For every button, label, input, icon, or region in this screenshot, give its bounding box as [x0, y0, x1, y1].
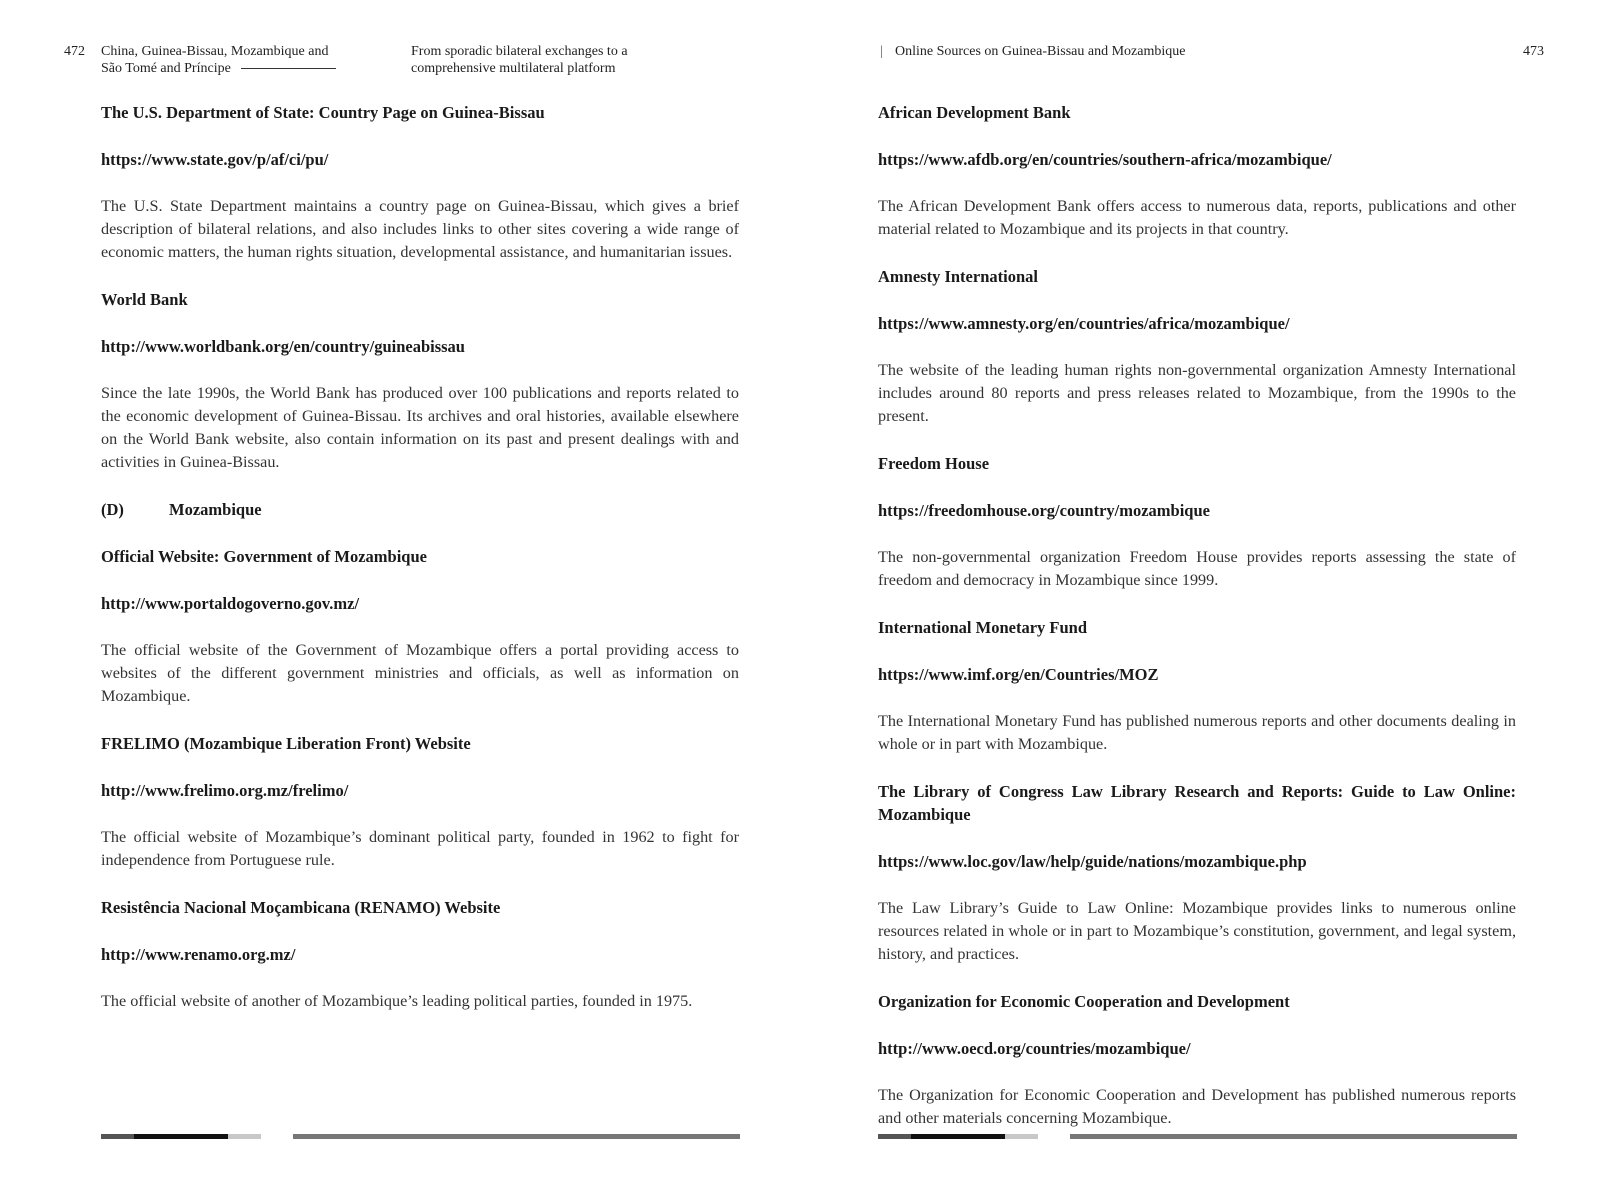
- entry-url[interactable]: http://www.worldbank.org/en/country/guineabissau: [101, 337, 465, 356]
- entry-description: The official website of another of Mozambique’s leading political parties, founded in 1975.: [101, 992, 693, 1010]
- entry-description: The website of the leading human rights non-governmental organization Amnesty International includes around 80 reports and press releases related to Mozambique, from the 1990s to the present.: [878, 361, 1516, 425]
- entry-title: International Monetary Fund: [878, 618, 1088, 637]
- section-heading: [101, 498, 739, 521]
- entry-url[interactable]: https://www.state.gov/p/af/ci/pu/: [101, 150, 329, 169]
- entry-description: The International Monetary Fund has published numerous reports and other documents dealing in whole or in part with Mozambique.: [878, 712, 1516, 753]
- entry-description: The Organization for Economic Cooperation and Development has published numerous reports and other materials concerning Mozambique.: [878, 1086, 1516, 1127]
- entry-title: Organization for Economic Cooperation and Development: [878, 992, 1290, 1011]
- right-page-number: 473: [1523, 44, 1544, 59]
- entry-description: The Law Library’s Guide to Law Online: Mozambique provides links to numerous online resources related in whole or in part to Mozambique’s constitution, government, and legal system, history, and practices.: [878, 899, 1516, 963]
- right-page: [800, 0, 1600, 1200]
- running-header-section: Online Sources on Guinea-Bissau and Mozambique: [895, 44, 1186, 59]
- footer-bar-short: [878, 1134, 1038, 1139]
- entry-title: Freedom House: [878, 454, 990, 473]
- running-header-chapter: [411, 43, 681, 77]
- entry-url[interactable]: https://freedomhouse.org/country/mozambique: [878, 501, 1210, 520]
- entry-title: Resistência Nacional Moçambicana (RENAMO) Website: [101, 898, 501, 917]
- section-letter: (D): [101, 500, 124, 519]
- entry-description: The official website of the Government of Mozambique offers a portal providing access to websites of the different government ministries and officials, as well as information on Mozambique.: [101, 641, 739, 705]
- chapter-line-2: comprehensive multilateral platform: [411, 61, 616, 76]
- entry-url[interactable]: http://www.portaldogoverno.gov.mz/: [101, 594, 360, 613]
- footer-bar-short: [101, 1134, 261, 1139]
- entry-title: The U.S. Department of State: Country Page on Guinea-Bissau: [101, 103, 545, 122]
- header-rule: [241, 68, 336, 69]
- entry-title: World Bank: [101, 290, 188, 309]
- entry-url[interactable]: https://www.imf.org/en/Countries/MOZ: [878, 665, 1159, 684]
- entry-title: African Development Bank: [878, 103, 1071, 122]
- entry-url[interactable]: https://www.loc.gov/law/help/guide/nations/mozambique.php: [878, 852, 1307, 871]
- entry-title: Official Website: Government of Mozambique: [101, 547, 427, 566]
- entry-url[interactable]: http://www.oecd.org/countries/mozambique/: [878, 1039, 1191, 1058]
- entry-url[interactable]: http://www.renamo.org.mz/: [101, 945, 296, 964]
- right-content-column: [878, 101, 1516, 1154]
- chapter-line-1: From sporadic bilateral exchanges to a: [411, 44, 628, 59]
- entry-title: Amnesty International: [878, 267, 1038, 286]
- entry-title: FRELIMO (Mozambique Liberation Front) Website: [101, 734, 471, 753]
- entry-description: Since the late 1990s, the World Bank has produced over 100 publications and reports related to the economic development of Guinea-Bissau. Its archives and oral histories, available elsewhere on the World Bank website, also contain information on its past and present dealings with and activities in Guinea-Bissau.: [101, 384, 739, 471]
- footer-bar-long: [293, 1134, 740, 1139]
- left-page-number: 472: [64, 44, 85, 59]
- left-content-column: [101, 101, 739, 1037]
- entry-description: The U.S. State Department maintains a country page on Guinea-Bissau, which gives a brief description of bilateral relations, and also includes links to other sites covering a wide range of economic matters, the human rights situation, developmental assistance, and humanitarian issues.: [101, 197, 739, 261]
- book-title-line-1: China, Guinea-Bissau, Mozambique and: [101, 44, 329, 59]
- section-name: Mozambique: [169, 500, 262, 519]
- book-title-line-2: São Tomé and Príncipe: [101, 61, 231, 76]
- running-header-book-title: [101, 43, 361, 77]
- entry-url[interactable]: http://www.frelimo.org.mz/frelimo/: [101, 781, 349, 800]
- entry-description: The African Development Bank offers access to numerous data, reports, publications and other material related to Mozambique and its projects in that country.: [878, 197, 1516, 238]
- entry-url[interactable]: https://www.afdb.org/en/countries/southern-africa/mozambique/: [878, 150, 1332, 169]
- entry-title: The Library of Congress Law Library Research and Reports: Guide to Law Online: Mozambique: [878, 782, 1516, 824]
- entry-description: The non-governmental organization Freedom House provides reports assessing the state of freedom and democracy in Mozambique since 1999.: [878, 548, 1516, 589]
- footer-bar-long: [1070, 1134, 1517, 1139]
- entry-url[interactable]: https://www.amnesty.org/en/countries/africa/mozambique/: [878, 314, 1290, 333]
- header-separator: |: [880, 44, 883, 59]
- entry-description: The official website of Mozambique’s dominant political party, founded in 1962 to fight for independence from Portuguese rule.: [101, 828, 739, 869]
